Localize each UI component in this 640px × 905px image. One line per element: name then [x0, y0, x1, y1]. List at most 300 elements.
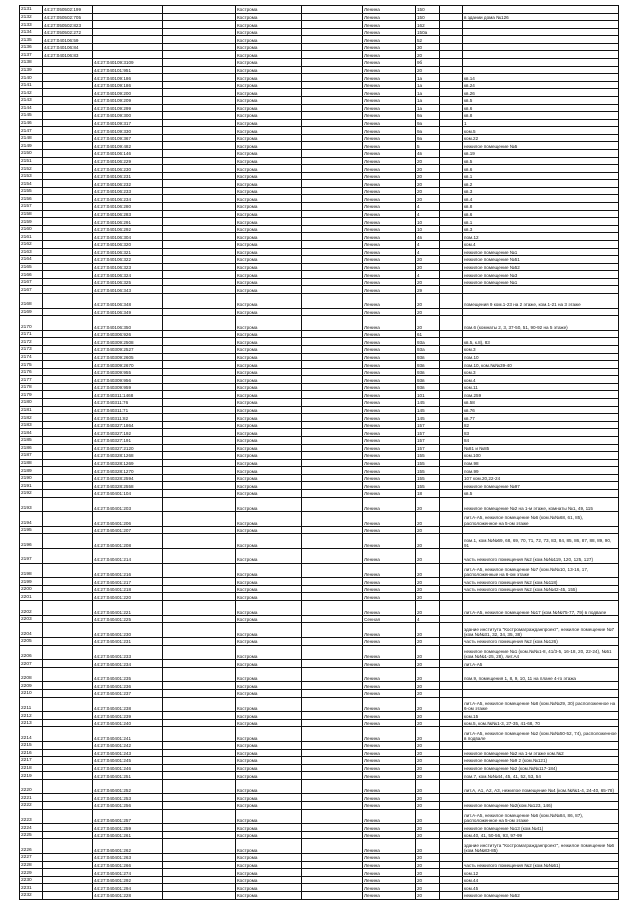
empty-cell	[163, 429, 236, 437]
table-row	[20, 884, 619, 892]
house-number-cell: 20	[416, 764, 440, 772]
empty-cell	[302, 293, 363, 308]
cadastral-number: 44:27:040401:241	[93, 727, 163, 742]
cadastral-number-old	[43, 436, 93, 444]
cadastral-number-old	[43, 96, 93, 104]
cadastral-number-old	[43, 615, 93, 623]
cadastral-number: 44:27:040106:348	[93, 293, 163, 308]
city-cell: Кострома	[236, 406, 302, 414]
empty-cell	[302, 444, 363, 452]
street-cell: Ленина	[363, 338, 416, 346]
cadastral-number-old	[43, 459, 93, 467]
cadastral-number-old	[43, 142, 93, 150]
cadastral-number-old	[43, 712, 93, 720]
note-cell: лит.А-А5, нежилое помещение №6 (ком.№№84, 86, 87), расположенное на 5-ом этаже	[463, 809, 619, 824]
table-row	[20, 383, 619, 391]
empty-cell	[440, 779, 463, 794]
empty-cell	[440, 96, 463, 104]
note-cell	[463, 854, 619, 862]
house-number-cell: 157	[416, 421, 440, 429]
street-cell: Ленина	[363, 549, 416, 564]
empty-cell	[302, 839, 363, 854]
note-cell: кв.5	[463, 489, 619, 497]
cadastral-number: 44:27:040106:229	[93, 157, 163, 165]
empty-cell	[163, 51, 236, 59]
empty-cell	[163, 59, 236, 67]
cadastral-number: 44:27:040106:343	[93, 286, 163, 294]
empty-cell	[302, 741, 363, 749]
empty-cell	[302, 165, 363, 173]
cadastral-number-old	[43, 66, 93, 74]
street-cell: Ленина	[363, 601, 416, 616]
row-number: 2150	[20, 149, 43, 157]
note-cell	[463, 51, 619, 59]
empty-cell	[163, 526, 236, 534]
cadastral-number	[93, 43, 163, 51]
house-number-cell: 20	[416, 719, 440, 727]
table-row	[20, 353, 619, 361]
row-number: 2143	[20, 96, 43, 104]
cadastral-number-old	[43, 172, 93, 180]
city-cell: Кострома	[236, 727, 302, 742]
city-cell: Кострома	[236, 134, 302, 142]
cadastral-number	[93, 51, 163, 59]
empty-cell	[440, 218, 463, 226]
empty-cell	[302, 497, 363, 512]
city-cell: Кострома	[236, 645, 302, 660]
note-cell: нежилое помещение №13 (ком.№41)	[463, 824, 619, 832]
table-row	[20, 406, 619, 414]
house-number-cell: 20	[416, 757, 440, 765]
row-number: 2184	[20, 429, 43, 437]
cadastral-number	[93, 6, 163, 14]
table-row	[20, 51, 619, 59]
table-body	[20, 6, 619, 900]
street-cell: Ленина	[363, 467, 416, 475]
row-number: 2205	[20, 637, 43, 645]
row-number: 2182	[20, 414, 43, 422]
street-cell: Ленина	[363, 233, 416, 241]
table-row	[20, 172, 619, 180]
house-number-cell: 20	[416, 578, 440, 586]
row-number: 2183	[20, 421, 43, 429]
cadastral-number-old	[43, 218, 93, 226]
empty-cell	[440, 172, 463, 180]
empty-cell	[163, 667, 236, 682]
house-number-cell: 20	[416, 308, 440, 316]
empty-cell	[302, 637, 363, 645]
empty-cell	[302, 689, 363, 697]
empty-cell	[302, 330, 363, 338]
empty-cell	[163, 187, 236, 195]
cadastral-number: 44:27:040401:238	[93, 697, 163, 712]
house-number-cell: 4в	[416, 233, 440, 241]
table-row	[20, 180, 619, 188]
street-cell: Ленина	[363, 585, 416, 593]
street-cell: Ленина	[363, 308, 416, 316]
house-number-cell: 20	[416, 256, 440, 264]
cadastral-number: 44:27:040106:146	[93, 149, 163, 157]
house-number-cell: 20	[416, 712, 440, 720]
empty-cell	[302, 459, 363, 467]
street-cell: Ленина	[363, 330, 416, 338]
empty-cell	[302, 876, 363, 884]
cadastral-number: 44:27:040106:283	[93, 210, 163, 218]
empty-cell	[440, 248, 463, 256]
house-number-cell: 93в	[416, 383, 440, 391]
empty-cell	[302, 157, 363, 165]
house-number-cell: 61	[416, 330, 440, 338]
table-row	[20, 779, 619, 794]
empty-cell	[440, 482, 463, 490]
note-cell: ком.3	[463, 368, 619, 376]
note-cell: пом.10	[463, 353, 619, 361]
row-number: 2139	[20, 66, 43, 74]
empty-cell	[440, 876, 463, 884]
note-cell: нежилое помещение №5	[463, 142, 619, 150]
note-cell: нежилое помещение №97	[463, 482, 619, 490]
house-number-cell: 20	[416, 891, 440, 899]
city-cell: Кострома	[236, 149, 302, 157]
row-number: 2158	[20, 210, 43, 218]
empty-cell	[440, 697, 463, 712]
city-cell: Кострома	[236, 338, 302, 346]
empty-cell	[440, 51, 463, 59]
city-cell: Кострома	[236, 436, 302, 444]
cadastral-number-old	[43, 489, 93, 497]
city-cell: Кострома	[236, 526, 302, 534]
empty-cell	[440, 578, 463, 586]
empty-cell	[302, 399, 363, 407]
city-cell: Кострома	[236, 127, 302, 135]
empty-cell	[163, 256, 236, 264]
street-cell: Ленина	[363, 225, 416, 233]
table-row	[20, 233, 619, 241]
house-number-cell: 20	[416, 497, 440, 512]
cadastral-number: 44:27:040106:323	[93, 263, 163, 271]
empty-cell	[163, 104, 236, 112]
row-number: 2223	[20, 809, 43, 824]
row-number: 2174	[20, 353, 43, 361]
house-number-cell: 145	[416, 406, 440, 414]
cadastral-number: 44:27:040401:239	[93, 712, 163, 720]
cadastral-number: 44:27:040327:1864	[93, 421, 163, 429]
house-number-cell: 20	[416, 623, 440, 638]
house-number-cell: 1а	[416, 74, 440, 82]
row-number: 2202	[20, 601, 43, 616]
house-number-cell: 150а	[416, 28, 440, 36]
cadastral-number-old	[43, 429, 93, 437]
cadastral-number: 44:27:040109:317	[93, 119, 163, 127]
street-cell: Ленина	[363, 689, 416, 697]
empty-cell	[302, 225, 363, 233]
city-cell: Кострома	[236, 482, 302, 490]
row-number: 2220	[20, 779, 43, 794]
note-cell: нежилое помещение №52	[463, 891, 619, 899]
note-cell	[463, 689, 619, 697]
empty-cell	[302, 854, 363, 862]
empty-cell	[163, 218, 236, 226]
city-cell: Кострома	[236, 764, 302, 772]
empty-cell	[302, 436, 363, 444]
city-cell: Кострома	[236, 831, 302, 839]
cadastral-number-old	[43, 406, 93, 414]
house-number-cell: 20	[416, 157, 440, 165]
empty-cell	[163, 615, 236, 623]
empty-cell	[163, 391, 236, 399]
empty-cell	[440, 884, 463, 892]
cadastral-number: 44:27:040106:349	[93, 308, 163, 316]
table-row	[20, 891, 619, 899]
street-cell: Ленина	[363, 51, 416, 59]
empty-cell	[440, 667, 463, 682]
street-cell: Ленина	[363, 96, 416, 104]
empty-cell	[440, 187, 463, 195]
note-cell: кв.6	[463, 104, 619, 112]
row-number: 2186	[20, 444, 43, 452]
row-number: 2199	[20, 578, 43, 586]
table-row	[20, 210, 619, 218]
empty-cell	[163, 286, 236, 294]
cadastral-number-old	[43, 421, 93, 429]
row-number: 2144	[20, 104, 43, 112]
house-number-cell: 150	[416, 13, 440, 21]
empty-cell	[440, 601, 463, 616]
empty-cell	[302, 891, 363, 899]
empty-cell	[163, 316, 236, 331]
table-row	[20, 330, 619, 338]
street-cell: Ленина	[363, 667, 416, 682]
empty-cell	[302, 467, 363, 475]
empty-cell	[302, 376, 363, 384]
city-cell: Кострома	[236, 13, 302, 21]
table-row	[20, 225, 619, 233]
house-number-cell: 93в	[416, 353, 440, 361]
note-cell	[463, 21, 619, 29]
cadastral-number-old	[43, 256, 93, 264]
house-number-cell: 20	[416, 263, 440, 271]
note-cell: часть нежилого помещения №2 (ком.№№51)	[463, 861, 619, 869]
empty-cell	[163, 757, 236, 765]
empty-cell	[440, 157, 463, 165]
city-cell: Кострома	[236, 43, 302, 51]
table-row	[20, 256, 619, 264]
city-cell: Кострома	[236, 660, 302, 668]
empty-cell	[163, 645, 236, 660]
table-row	[20, 368, 619, 376]
city-cell: Кострома	[236, 474, 302, 482]
cadastral-number: 44:27:040106:234	[93, 195, 163, 203]
table-row	[20, 240, 619, 248]
note-cell: кв.3	[463, 225, 619, 233]
street-cell: Сенная	[363, 615, 416, 623]
table-row	[20, 414, 619, 422]
empty-cell	[163, 43, 236, 51]
note-cell: лит.А-А5, нежилое помещение №6 (ком.№№68, 61, 85), расположенное на 5-ом этаже	[463, 512, 619, 527]
cadastral-number: 44:27:040109:330	[93, 127, 163, 135]
table-row	[20, 809, 619, 824]
empty-cell	[302, 749, 363, 757]
cadastral-number: 44:27:040106:320	[93, 240, 163, 248]
row-number: 2224	[20, 824, 43, 832]
table-row	[20, 526, 619, 534]
row-number: 2156	[20, 195, 43, 203]
note-cell	[463, 330, 619, 338]
note-cell: ком.4	[463, 376, 619, 384]
empty-cell	[302, 248, 363, 256]
empty-cell	[163, 637, 236, 645]
cadastral-number: 44:27:040328:1270	[93, 467, 163, 475]
note-cell	[463, 59, 619, 67]
empty-cell	[440, 712, 463, 720]
table-row	[20, 563, 619, 578]
cadastral-number-old	[43, 248, 93, 256]
empty-cell	[440, 89, 463, 97]
empty-cell	[163, 278, 236, 286]
empty-cell	[440, 645, 463, 660]
empty-cell	[440, 338, 463, 346]
empty-cell	[440, 839, 463, 854]
table-row	[20, 165, 619, 173]
cadastral-number-old	[43, 794, 93, 802]
street-cell: Ленина	[363, 645, 416, 660]
empty-cell	[440, 21, 463, 29]
cadastral-number: 44:27:040401:203	[93, 497, 163, 512]
city-cell: Кострома	[236, 615, 302, 623]
house-number-cell: 20	[416, 779, 440, 794]
empty-cell	[302, 421, 363, 429]
empty-cell	[440, 391, 463, 399]
street-cell: Ленина	[363, 43, 416, 51]
empty-cell	[440, 74, 463, 82]
empty-cell	[440, 794, 463, 802]
street-cell: Ленина	[363, 66, 416, 74]
city-cell: Кострома	[236, 876, 302, 884]
row-number: 2180	[20, 399, 43, 407]
street-cell: Ленина	[363, 210, 416, 218]
house-number-cell: 93в	[416, 361, 440, 369]
row-number: 2211	[20, 697, 43, 712]
note-cell: №81 и №85	[463, 444, 619, 452]
house-number-cell: 9а	[416, 127, 440, 135]
cadastral-number-old	[43, 854, 93, 862]
empty-cell	[302, 104, 363, 112]
city-cell: Кострома	[236, 104, 302, 112]
table-row	[20, 127, 619, 135]
row-number: 2225	[20, 831, 43, 839]
street-cell: Ленина	[363, 293, 416, 308]
street-cell: Ленина	[363, 854, 416, 862]
street-cell: Ленина	[363, 6, 416, 14]
cadastral-number-old	[43, 482, 93, 490]
cadastral-number: 44:27:040401:256	[93, 802, 163, 810]
table-row	[20, 489, 619, 497]
empty-cell	[302, 578, 363, 586]
street-cell: Ленина	[363, 749, 416, 757]
street-cell: Ленина	[363, 741, 416, 749]
cadastral-number: 44:27:040401:208	[93, 534, 163, 549]
empty-cell	[302, 316, 363, 331]
street-cell: Ленина	[363, 391, 416, 399]
note-cell: кв.24	[463, 81, 619, 89]
street-cell: Ленина	[363, 861, 416, 869]
empty-cell	[440, 749, 463, 757]
empty-cell	[440, 81, 463, 89]
row-number: 2136	[20, 43, 43, 51]
empty-cell	[163, 149, 236, 157]
empty-cell	[163, 802, 236, 810]
table-row	[20, 854, 619, 862]
table-row	[20, 482, 619, 490]
city-cell: Кострома	[236, 172, 302, 180]
row-number: 2192	[20, 489, 43, 497]
empty-cell	[163, 772, 236, 780]
table-row	[20, 719, 619, 727]
table-row	[20, 645, 619, 660]
cadastral-number: 44:27:040401:235	[93, 667, 163, 682]
empty-cell	[440, 719, 463, 727]
table-row	[20, 436, 619, 444]
row-number: 2217	[20, 757, 43, 765]
empty-cell	[163, 6, 236, 14]
house-number-cell: 155	[416, 482, 440, 490]
row-number: 2151	[20, 157, 43, 165]
note-cell: ком.22	[463, 134, 619, 142]
city-cell: Кострома	[236, 51, 302, 59]
city-cell: Кострома	[236, 256, 302, 264]
cadastral-number-old	[43, 891, 93, 899]
city-cell: Кострома	[236, 353, 302, 361]
row-number: 2134	[20, 28, 43, 36]
note-cell: пом.259	[463, 391, 619, 399]
cadastral-number-old	[43, 330, 93, 338]
city-cell: Кострома	[236, 399, 302, 407]
empty-cell	[163, 180, 236, 188]
street-cell: Ленина	[363, 884, 416, 892]
row-number: 2176	[20, 368, 43, 376]
empty-cell	[440, 660, 463, 668]
table-row	[20, 764, 619, 772]
empty-cell	[163, 585, 236, 593]
empty-cell	[440, 361, 463, 369]
cadastral-number-old: 44:27:040106:83	[43, 51, 93, 59]
empty-cell	[163, 884, 236, 892]
cadastral-number: 44:27:040309:956	[93, 376, 163, 384]
row-number: 2175	[20, 361, 43, 369]
street-cell: Ленина	[363, 240, 416, 248]
cadastral-number-old	[43, 119, 93, 127]
cadastral-number: 44:27:040401:230	[93, 623, 163, 638]
city-cell: Кострома	[236, 593, 302, 601]
empty-cell	[302, 615, 363, 623]
empty-cell	[440, 66, 463, 74]
city-cell: Кострома	[236, 112, 302, 120]
row-number: 2188	[20, 459, 43, 467]
street-cell: Ленина	[363, 127, 416, 135]
empty-cell	[302, 172, 363, 180]
empty-cell	[440, 615, 463, 623]
table-row	[20, 593, 619, 601]
table-row	[20, 772, 619, 780]
table-row	[20, 36, 619, 44]
empty-cell	[163, 134, 236, 142]
cadastral-number-old	[43, 697, 93, 712]
empty-cell	[440, 203, 463, 211]
house-number-cell: 20	[416, 831, 440, 839]
city-cell: Кострома	[236, 330, 302, 338]
empty-cell	[440, 459, 463, 467]
row-number: 2154	[20, 180, 43, 188]
